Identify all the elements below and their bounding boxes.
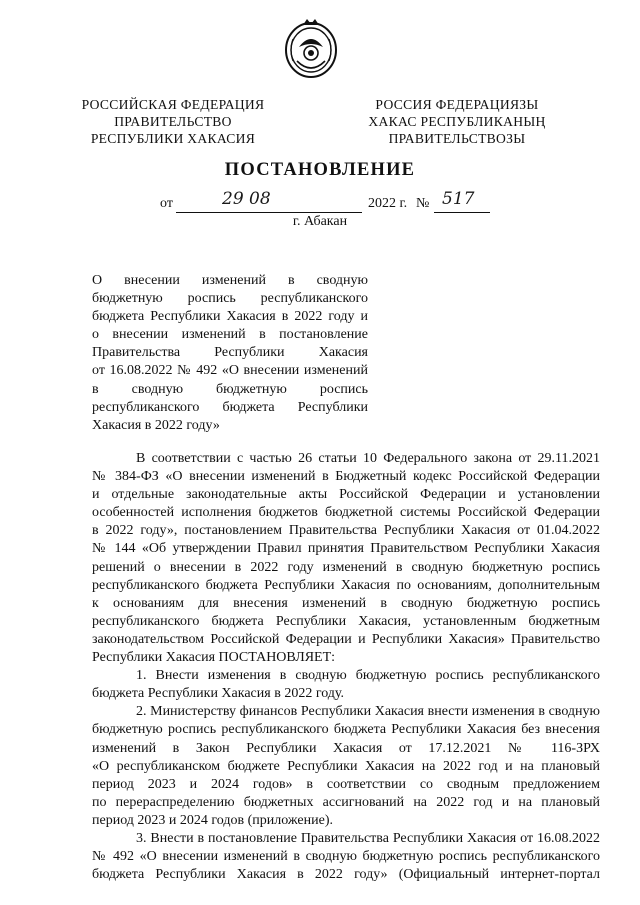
handwritten-date: 29 08	[222, 189, 271, 209]
body-line: В соответствии с частью 26 статьи 10 Федерального закона от 29.11.2021	[136, 451, 600, 466]
header-khakas	[362, 96, 552, 147]
body-line: период 2023 и 2024 годов» в соответствии со сводным предложением	[92, 776, 600, 792]
number-underline	[434, 212, 490, 213]
body-line: № 384-ФЗ «О внесении изменений в Бюджетный кодекс Российской Федерации	[92, 469, 600, 485]
body-line: изменений в Закон Республики Хакасия от 17.12.2021 № 116-ЗРХ	[92, 740, 600, 756]
subject-block	[92, 272, 368, 435]
body-line: и отдельные законодательные акты Российской Федерации и установлении	[92, 487, 600, 503]
subject-line: О внесении изменений в сводную	[92, 273, 368, 288]
document-title: ПОСТАНОВЛЕНИЕ	[224, 160, 416, 180]
coat-of-arms-emblem	[283, 17, 339, 79]
body-line: решений о внесении в 2022 году изменений в сводную бюджетную роспись	[92, 559, 600, 575]
header-left-line: РЕСПУБЛИКИ ХАКАСИЯ	[90, 131, 256, 146]
subject-line: от 16.08.2022 № 492 «О внесении изменений	[92, 363, 368, 379]
body-line: бюджета Республики Хакасия в 2022 году» (Официальный интернет-портал	[92, 867, 600, 883]
body-line: республиканского бюджета Республики Хакасия по основаниям, дополнительным	[92, 577, 600, 593]
body-line: период 2023 и 2024 годов (приложение).	[92, 812, 333, 828]
city-name: г. Абакан	[292, 214, 348, 229]
header-left-line: ПРАВИТЕЛЬСТВО	[114, 114, 232, 129]
subject-line: бюджета Республики Хакасия в 2022 году и	[92, 309, 368, 325]
body-line: 1. Внести изменения в сводную бюджетную роспись республиканского	[136, 668, 600, 684]
date-year: 2022 г.	[368, 196, 408, 211]
body-line: бюджетную роспись республиканского бюджета Республики Хакасия без внесения	[92, 722, 600, 738]
body-text	[92, 450, 600, 884]
number-sign: №	[416, 196, 430, 211]
header-left-line: РОССИЙСКАЯ ФЕДЕРАЦИЯ	[81, 97, 265, 112]
body-line: республиканского бюджета Республики Хакасия, установленным бюджетным	[92, 613, 600, 629]
date-prefix: от	[160, 196, 173, 211]
date-underline	[176, 212, 362, 213]
body-line: особенностей исполнения бюджетов бюджетной системы Российской Федерации	[92, 505, 600, 521]
body-line: Республики Хакасия ПОСТАНОВЛЯЕТ:	[92, 650, 336, 666]
body-line: к основаниям для внесения изменений в сводную бюджетную роспись	[92, 595, 600, 611]
body-line: «О республиканском бюджете Республики Хакасия на 2022 год и на плановый	[92, 758, 600, 774]
body-line: по перераспределению бюджетных ассигнований на 2022 год и на плановый	[92, 794, 600, 810]
body-line: 3. Внести в постановление Правительства Республики Хакасия от 16.08.2022	[136, 830, 600, 846]
subject-line: в сводную бюджетную роспись	[92, 381, 368, 397]
body-line: 2. Министерству финансов Республики Хакасия внести изменения в сводную	[136, 704, 600, 720]
header-right-line: РОССИЯ ФЕДЕРАЦИЯЗЫ	[375, 97, 539, 112]
subject-line: о внесении изменений в постановление	[92, 327, 368, 343]
body-line: в 2022 году», постановлением Правительства Республики Хакасия от 01.04.2022	[92, 523, 600, 539]
header-russian	[78, 96, 268, 147]
header-right-line: ХАКАС РЕСПУБЛИКАНЫҢ	[368, 114, 546, 129]
header-right-line: ПРАВИТЕЛЬСТВОЗЫ	[388, 131, 526, 146]
body-line: бюджета Республики Хакасия в 2022 году.	[92, 686, 345, 702]
subject-line: республиканского бюджета Республики	[92, 399, 368, 415]
body-line: законодательством Российской Федерации и Республики Хакасия» Правительство	[92, 631, 600, 647]
subject-line: бюджетную роспись республиканского	[92, 291, 368, 307]
handwritten-number: 517	[442, 189, 475, 209]
subject-line: Правительства Республики Хакасия	[92, 345, 368, 361]
subject-line: Хакасия в 2022 году»	[92, 417, 220, 433]
body-line: № 144 «Об утверждении Правил принятия Правительством Республики Хакасия	[92, 541, 600, 557]
body-line: № 492 «О внесении изменений в сводную бюджетную роспись республиканского	[92, 849, 600, 865]
